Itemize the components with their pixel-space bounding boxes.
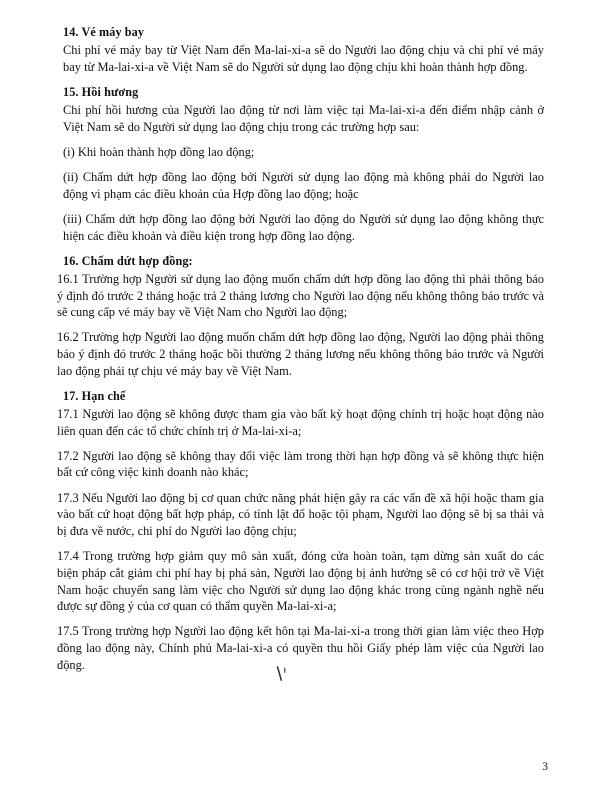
document-body [57, 24, 544, 673]
page-number: 3 [542, 760, 548, 773]
section-14-paragraph: Chi phí vé máy bay từ Việt Nam đến Ma-lai-xi-a sẽ do Người lao động chịu và chi phí vé máy bay từ Ma-lai-xi-a về Việt Nam sẽ do Người sử dụng lao động chịu khi hoàn thành hợp đồng. [63, 43, 544, 74]
clause-17-1: 17.1 Người lao động sẽ không được tham gia vào bất kỳ hoạt động chính trị hoặc hoạt động nào liên quan đến các tổ chức chính trị ở Ma-lai-xi-a; [57, 406, 544, 438]
section-heading-14: 14. Vé máy bay [63, 25, 145, 39]
clause-16-2: 16.2 Trường hợp Người lao động muốn chấm dứt hợp đồng lao động, Người lao động phải thông báo ý định đó trước 2 tháng hoặc bồi thường 2 tháng lương nếu không thông báo trước và Người lao động phải tự chịu vé máy bay về Việt Nam. [57, 330, 544, 378]
section-15-paragraph: Chi phí hồi hương của Người lao động từ nơi làm việc tại Ma-lai-xi-a đến điểm nhập cảnh ở Việt Nam sẽ do Người sử dụng lao động chịu trong các trường hợp sau: [63, 103, 544, 134]
clause-17-4: 17.4 Trong trường hợp giảm quy mô sản xuất, đóng cửa hoàn toàn, tạm dừng sản xuất do các biện pháp cắt giảm chi phí hay bị phá sản, Người lao động bị ảnh hưởng sẽ có cơ hội trở về Việt Nam hoặc chuyển sang làm việc cho Người sử dụng lao động khác trong cùng ngành nghề nếu được sự đồng ý của cơ quan có thẩm quyền Ma-lai-xi-a; [57, 549, 544, 614]
section-15-item-ii: (ii) Chấm dứt hợp đồng lao động bởi Người sử dụng lao động mà không phải do Người lao động vi phạm các điều khoản của Hợp đồng lao động; hoặc [63, 170, 544, 201]
section-15-item-iii: (iii) Chấm dứt hợp đồng lao động bởi Người lao động do Người sử dụng lao động không thực hiện các điều khoản và điều kiện trong hợp đồng lao động. [63, 211, 544, 243]
section-heading-16: 16. Chấm dứt hợp đồng: [63, 253, 193, 268]
section-heading-15: 15. Hồi hương [63, 84, 139, 99]
clause-17-5: 17.5 Trong trường hợp Người lao động kết hôn tại Ma-lai-xi-a trong thời gian làm việc theo Hợp đồng lao động này, Chính phủ Ma-lai-xi-a có quyền thu hồi Giấy phép làm việc của Người lao động. [57, 624, 544, 672]
section-15-item-i: (i) Khi hoàn thành hợp đồng lao động; [63, 144, 255, 159]
section-heading-17: 17. Hạn chế [63, 388, 126, 403]
clause-16-1: 16.1 Trường hợp Người sử dụng lao động muốn chấm dứt hợp đồng lao động thì phải thông báo ý định đó trước 2 tháng hoặc trả 2 tháng lương cho Người lao động nếu không thông báo trước và sẽ cung cấp vé máy bay về Việt Nam cho Người lao động; [57, 271, 544, 320]
clause-17-2: 17.2 Người lao động sẽ không thay đổi việc làm trong thời hạn hợp đồng và sẽ không thực hiện bất cứ công việc kinh doanh nào khác; [57, 448, 544, 480]
clause-17-3: 17.3 Nếu Người lao động bị cơ quan chức năng phát hiện gây ra các vấn đề xã hội hoặc tham gia vào bất cứ hoạt động bất hợp pháp, có tính lật đổ hoặc tội phạm, Người lao động sẽ bị sa thải và bị đưa về nước, chi phí do Người lao động chịu; [57, 490, 544, 538]
